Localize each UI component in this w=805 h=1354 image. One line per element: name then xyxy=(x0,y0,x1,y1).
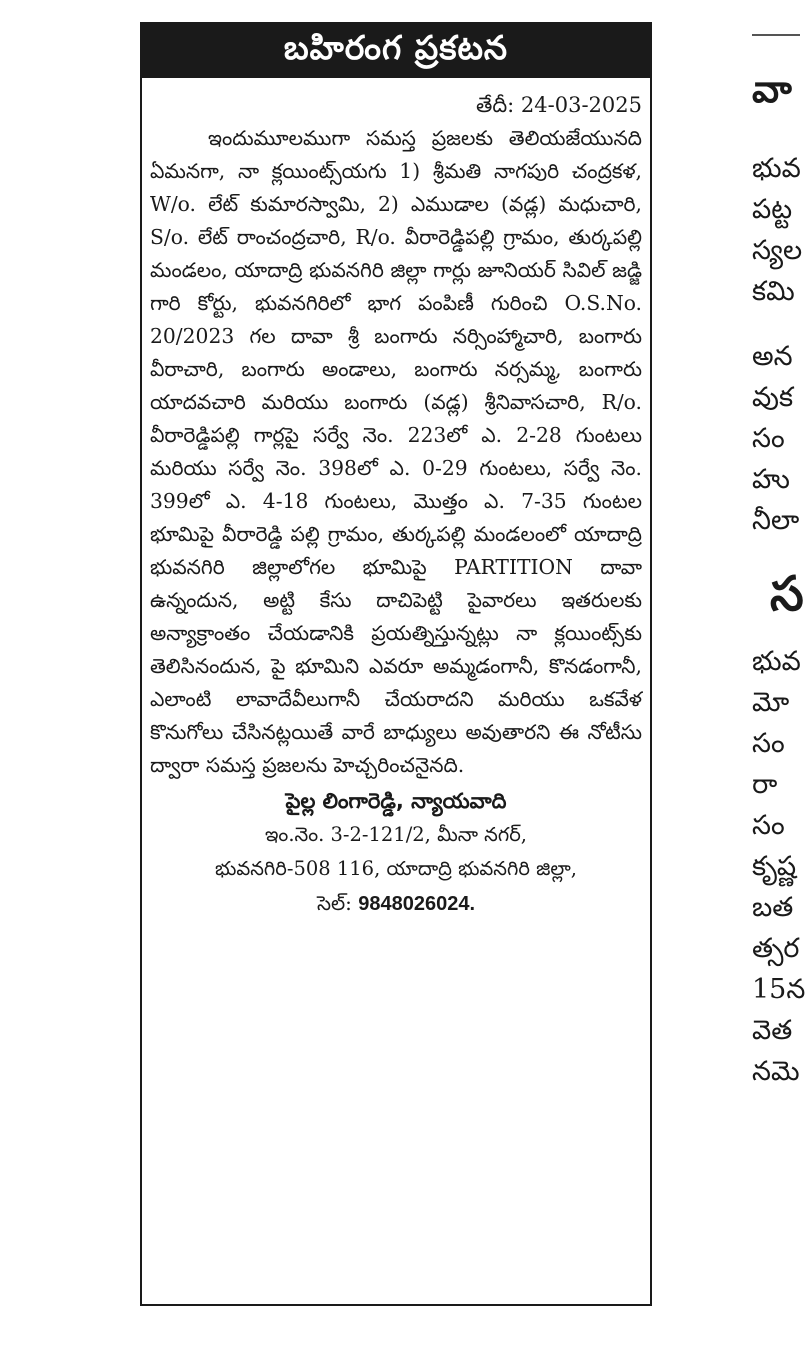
adjacent-line: సం xyxy=(752,810,785,841)
adjacent-line: వుక xyxy=(752,382,794,413)
adjacent-line: హు xyxy=(752,464,790,495)
notice-body xyxy=(142,120,650,782)
adjacent-line: భువ xyxy=(752,646,801,677)
notice-paragraph: ఇందుమూలముగా సమస్త ప్రజలకు తెలియజేయునది ఏమనగా, నా క్లయింట్స్‌యగు 1) శ్రీమతి నాగపురి చంద్రకళ, W/o. లేట్ కుమారస్వామి, 2) ఎముడాల (వడ్ల) మధుచారి, S/o. లేట్ రాంచంద్రచారి, R/o. వీరారెడ్డిపల్లి గ్రామం, తుర్కపల్లి మండలం, యాదాద్రి భువనగిరి జిల్లా గార్లు జూనియర్ సివిల్ జడ్జి గారి కోర్టు, భువనగిరిలో భాగ పంపిణీ గురించి O.S.No. 20/2023 గల దావా శ్రీ బంగారు నర్సింహ్మాచారి, బంగారు వీరాచారి, బంగారు అండాలు, బంగారు నర్సమ్మ, బంగారు యాదవచారి మరియు బంగారు (వడ్ల) శ్రీనివాసచారి, R/o. వీరారెడ్డిపల్లి గార్లపై సర్వే నెం. 223లో ఎ. 2-28 గుంటలు మరియు సర్వే నెం. 398లో ఎ. 0-29 గుంటలు, సర్వే నెం. 399లో ఎ. 4-18 గుంటలు, మొత్తం ఎ. 7-35 గుంటల భూమిపై వీరారెడ్డి పల్లి గ్రామం, తుర్కపల్లి మండలంలో యాదాద్రి భువనగిరి జిల్లాలోగల భూమిపై PARTITION దావా ఉన్నందున, అట్టి కేసు దాచిపెట్టి పైవారలు ఇతరులకు అన్యాక్రాంతం చేయడానికి ప్రయత్నిస్తున్నట్లు నా క్లయింట్స్‌కు తెలిసినందున, పై భూమిని ఎవరూ అమ్మడంగానీ, కొనడంగానీ, ఎలాంటి లావాదేవీలుగానీ చేయరాదని మరియు ఒకవేళ కొనుగోలు చేసినట్లయితే వారే బాధ్యులు అవుతారని ఈ నోటీసు ద్వారా సమస్త ప్రజలను హెచ్చరించనైనది. xyxy=(150,126,642,777)
adjacent-line: బత xyxy=(752,892,794,923)
adjacent-line: నీలా xyxy=(752,505,800,536)
signatory-name: పైల్ల లింగారెడ్డి, న్యాయవాది xyxy=(285,789,507,813)
adjacent-line: సం xyxy=(752,423,785,454)
adjacent-line: అన xyxy=(752,341,793,372)
cell-phone xyxy=(142,886,650,921)
adjacent-line: భువ xyxy=(752,153,801,184)
adjacent-line: స్యల xyxy=(752,235,803,266)
signature-block xyxy=(142,784,650,921)
public-notice xyxy=(140,22,652,1306)
adjacent-line: మో xyxy=(752,687,790,718)
adjacent-line: 15న xyxy=(752,974,805,1005)
adjacent-heading-1: వా xyxy=(752,67,792,111)
address-line-2: భువనగిరి-508 116, యాదాద్రి భువనగిరి జిల్లా, xyxy=(215,857,577,880)
adjacent-line: పట్ట xyxy=(752,194,793,225)
cell-number: 9848026024. xyxy=(358,893,476,915)
adjacent-heading-2: స xyxy=(770,566,804,622)
column-divider xyxy=(752,34,800,36)
adjacent-line: సం xyxy=(752,728,785,759)
adjacent-lines-1 xyxy=(752,148,803,541)
notice-date: తేదీ: 24-03-2025 xyxy=(476,93,642,117)
adjacent-line: కృష్ణ xyxy=(752,851,797,882)
adjacent-line: రా xyxy=(752,769,778,800)
adjacent-lines-2 xyxy=(752,641,805,1092)
cell-label: సెల్: xyxy=(316,891,352,915)
address-line-1: ఇం.నెం. 3-2-121/2, మీనా నగర్, xyxy=(265,823,527,846)
adjacent-line: కమి xyxy=(752,276,795,307)
notice-title: బహిరంగ ప్రకటన xyxy=(142,24,650,78)
adjacent-line: నమె xyxy=(752,1056,800,1087)
adjacent-line: వెత xyxy=(752,1015,793,1046)
adjacent-line: త్సర xyxy=(752,933,800,964)
adjacent-column xyxy=(752,60,805,1092)
